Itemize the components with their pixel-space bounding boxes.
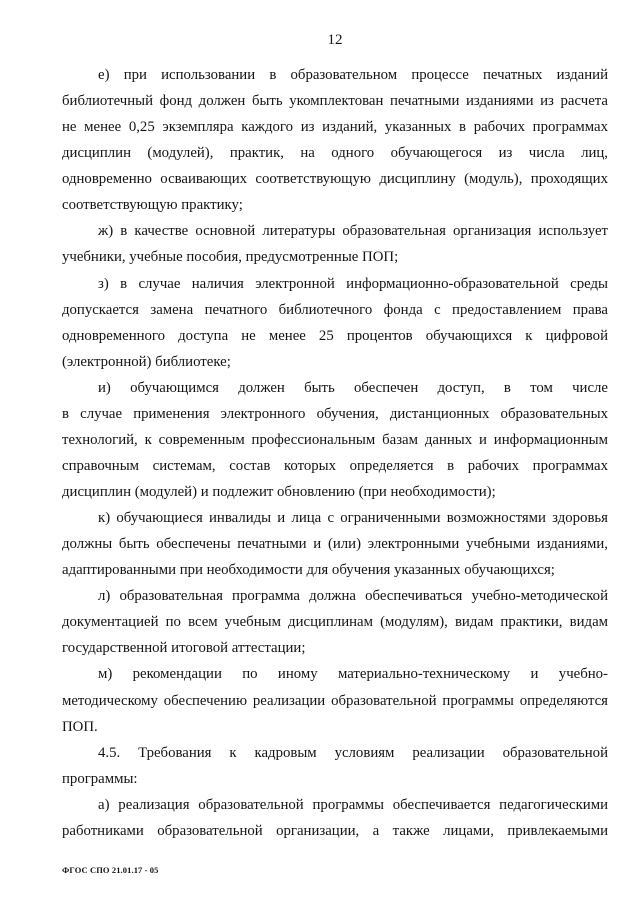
text-line: адаптированными при необходимости для обучения указанных обучающихся; bbox=[62, 562, 555, 579]
text-line: 4.5. Требования к кадровым условиям реализации образовательной bbox=[98, 744, 608, 761]
text-line: (электронной) библиотеке; bbox=[62, 353, 231, 370]
paragraph-item-l bbox=[62, 583, 608, 661]
text-line: и) обучающимся должен быть обеспечен доступ, в том числе bbox=[98, 379, 608, 396]
paragraph-item-zh bbox=[62, 218, 608, 270]
paragraph-item-z bbox=[62, 271, 608, 375]
text-line: технологий, к современным профессиональным базам данных и информационным bbox=[62, 431, 608, 448]
text-line: справочным системам, состав которых определяется в рабочих программах bbox=[62, 457, 608, 474]
text-line: м) рекомендации по иному материально-техническому и учебно- bbox=[98, 666, 608, 683]
text-line: к) обучающиеся инвалиды и лица с ограниченными возможностями здоровья bbox=[98, 510, 608, 527]
text-line: методическому обеспечению реализации образовательной программы определяются bbox=[62, 692, 608, 709]
page-number: 12 bbox=[327, 32, 343, 48]
text-line: ПОП. bbox=[62, 718, 98, 735]
paragraph-item-e bbox=[62, 62, 608, 218]
text-line: государственной итоговой аттестации; bbox=[62, 640, 306, 657]
text-line: должны быть обеспечены печатными и (или) электронными учебными изданиями, bbox=[62, 536, 608, 553]
text-line: учебники, учебные пособия, предусмотренные ПОП; bbox=[62, 249, 399, 266]
paragraph-item-i bbox=[62, 375, 608, 505]
document-body bbox=[62, 62, 608, 844]
text-line: е) при использовании в образовательном процессе печатных изданий bbox=[98, 67, 608, 83]
text-line: допускается замена печатного библиотечного фонда с предоставлением права bbox=[62, 301, 608, 318]
text-line: в случае применения электронного обучения, дистанционных образовательных bbox=[62, 405, 608, 422]
text-line: документацией по всем учебным дисциплинам (модулям), видам практики, видам bbox=[62, 614, 608, 631]
paragraph-section-4-5 bbox=[62, 740, 608, 792]
paragraph-item-a bbox=[62, 792, 608, 844]
text-line: библиотечный фонд должен быть укомплектован печатными изданиями из расчета bbox=[62, 93, 608, 110]
text-line: л) образовательная программа должна обеспечиваться учебно-методической bbox=[98, 588, 608, 605]
text-line: а) реализация образовательной программы обеспечивается педагогическими bbox=[98, 796, 608, 813]
text-line: одновременного доступа не менее 25 процентов обучающихся к цифровой bbox=[62, 327, 608, 344]
footer-code: ФГОС СПО 21.01.17 - 05 bbox=[62, 865, 159, 875]
text-line: дисциплин (модулей) и подлежит обновлению (при необходимости); bbox=[62, 484, 496, 500]
paragraph-item-m bbox=[62, 661, 608, 739]
paragraph-item-k bbox=[62, 505, 608, 583]
text-line: з) в случае наличия электронной информационно-образовательной среды bbox=[98, 275, 608, 292]
text-line: соответствующую практику; bbox=[62, 197, 243, 214]
text-line: не менее 0,25 экземпляра каждого из изданий, указанных в рабочих программах bbox=[62, 119, 608, 136]
text-line: дисциплин (модулей), практик, на одного обучающегося из числа лиц, bbox=[62, 145, 608, 162]
text-line: ж) в качестве основной литературы образовательная организация использует bbox=[98, 223, 608, 240]
text-line: одновременно осваивающих соответствующую дисциплину (модуль), проходящих bbox=[62, 171, 608, 188]
text-line: работниками образовательной организации, а также лицами, привлекаемыми bbox=[62, 822, 608, 839]
text-line: программы: bbox=[62, 770, 138, 787]
